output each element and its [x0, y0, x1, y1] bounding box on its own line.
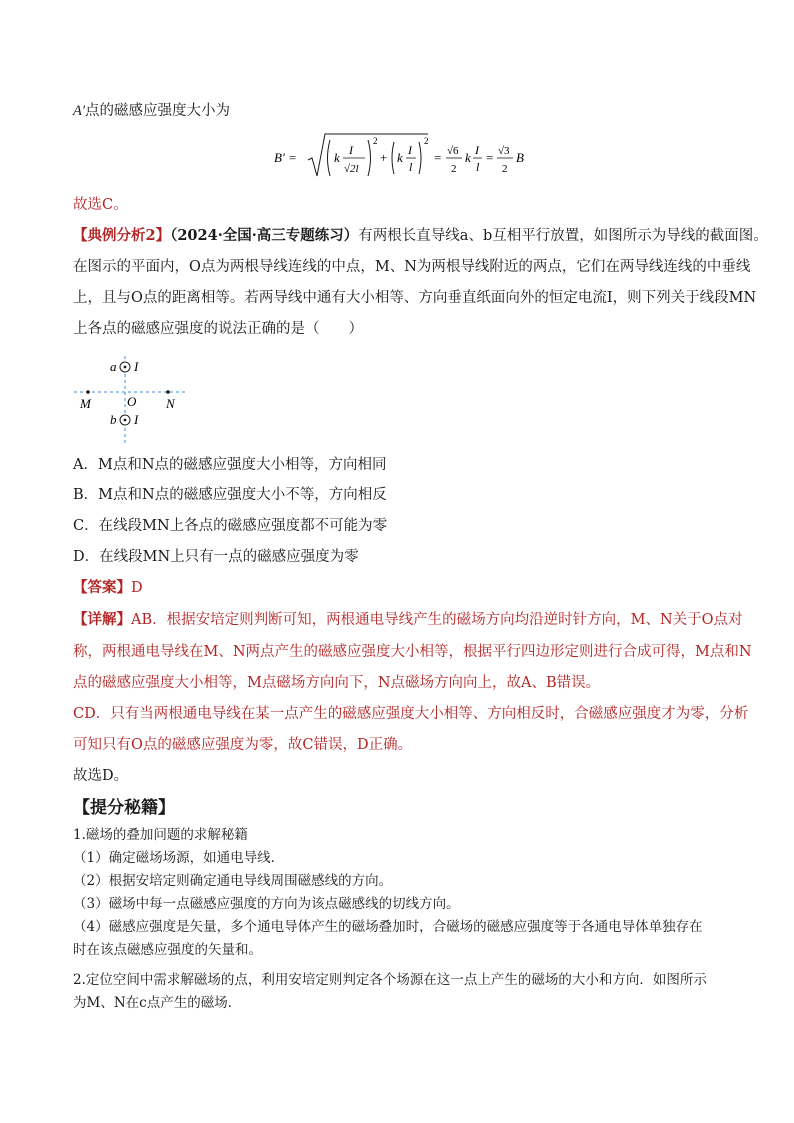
option-d: D．在线段MN上只有一点的磁感应强度为零 [73, 549, 359, 565]
tips-line-4: （3）磁场中每一点磁感应强度的方向为该点磁感线的切线方向。 [73, 896, 460, 912]
answer-value: D [131, 580, 143, 596]
option-c: C．在线段MN上各点的磁感应强度都不可能为零 [73, 518, 388, 534]
formula-sqrt6: √6 [447, 145, 459, 157]
label-a: a [110, 359, 117, 374]
tips-line-2: （1）确定磁场场源，如通电导线． [73, 850, 285, 866]
formula-I2: I [408, 143, 412, 157]
answer-label: 【答案】 [73, 579, 131, 596]
tips-line-1: 1.磁场的叠加问题的求解秘籍 [73, 827, 248, 843]
example-line-1 [73, 226, 768, 246]
formula-I3: I [475, 143, 479, 157]
point-m [86, 390, 90, 394]
label-i-top: I [134, 359, 139, 374]
formula-l1: l [409, 160, 413, 174]
example-line-2: 在图示的平面内，O点为两根导线连线的中点，M、N为两根导线附近的两点，它们在两导线连线的中垂线 [73, 259, 751, 275]
formula-two2: 2 [502, 163, 508, 175]
example-source: （2024·全国·高三专题练习） [170, 227, 359, 244]
intro-text: 点的磁感应强度大小为 [85, 103, 231, 119]
label-m: M [80, 396, 91, 411]
detail-line-5: 可知只有O点的磁感应强度为零，故C错误，D正确。 [73, 737, 413, 753]
tips-line-8: 为M、N在c点产生的磁场． [73, 995, 242, 1011]
example-line-3: 上，且与O点的距离相等。若两导线中通有大小相等、方向垂直纸面向外的恒定电流I，则下列关于线段MN [73, 290, 757, 306]
formula-sqrt2l: √2l [344, 163, 359, 175]
detail-line-3: 点的磁感应强度大小相等，M点磁场方向向下，N点磁场方向向上，故A、B错误。 [73, 675, 601, 691]
tips-line-6: 时在该点磁感应强度的矢量和。 [73, 942, 262, 958]
answer-line [73, 578, 143, 598]
formula-two1: 2 [451, 163, 457, 175]
formula-eq2: = [486, 150, 494, 165]
answer-choice-c: 故选C。 [73, 197, 128, 213]
option-b: B．M点和N点的磁感应强度大小不等，方向相反 [73, 487, 387, 503]
formula-B: B [516, 150, 524, 165]
answer-choice-d: 故选D。 [73, 768, 129, 784]
intro-line [73, 101, 230, 121]
wire-b-dot [124, 419, 127, 422]
formula-k1: k [334, 150, 340, 165]
label-i-bottom: I [134, 412, 139, 427]
label-n: N [166, 396, 175, 411]
formula-sqrt3: √3 [498, 145, 510, 157]
paren-right-2 [419, 142, 421, 174]
detail-line-2: 称，两根通电导线在M、N两点产生的磁感应强度大小相等，根据平行四边形定则进行合成可得，M点和N [73, 644, 752, 660]
tips-heading: 【提分秘籍】 [73, 798, 175, 818]
example-text-1: 有两根长直导线a、b互相平行放置，如图所示为导线的截面图。 [358, 228, 768, 244]
tips-line-5: （4）磁感应强度是矢量，多个通电导体产生的磁场叠加时，合磁场的磁感应强度等于各通电导体单独存在 [73, 919, 703, 935]
detail-text-1: AB．根据安培定则判断可知，两根通电导线产生的磁场方向均沿逆时针方向，M、N关于O点对 [131, 612, 743, 628]
formula-I1: I [349, 143, 353, 157]
formula-sq1: 2 [373, 136, 378, 146]
paren-left-2 [392, 142, 394, 174]
option-a: A．M点和N点的磁感应强度大小相等，方向相同 [73, 457, 387, 473]
example-label: 【典例分析2】 [73, 227, 171, 244]
detail-line-1 [73, 610, 743, 630]
tips-line-3: （2）根据安培定则确定通电导线周围磁感线的方向。 [73, 873, 393, 889]
example-line-4: 上各点的磁感应强度的说法正确的是（ ） [73, 321, 363, 337]
wire-cross-section-diagram [70, 352, 200, 448]
formula-k3: k [465, 150, 471, 165]
formula-sq2: 2 [424, 136, 429, 146]
formula-plus: + [380, 150, 388, 165]
point-n [166, 390, 170, 394]
paren-right-1 [368, 140, 371, 176]
intro-var: A′ [73, 103, 86, 119]
paren-left-1 [328, 140, 331, 176]
magnetic-field-formula [270, 130, 530, 186]
label-o: O [127, 394, 137, 409]
formula-k2: k [397, 150, 403, 165]
detail-line-4: CD．只有当两根通电导线在某一点产生的磁感应强度大小相等、方向相反时，合磁感应强度才为零，分析 [73, 706, 749, 722]
wire-a-dot [124, 366, 127, 369]
formula-l2: l [476, 160, 480, 174]
formula-eq1: = [434, 150, 442, 165]
formula-lhs: B′ = [274, 150, 297, 165]
label-b: b [110, 412, 117, 427]
tips-line-7: 2.定位空间中需求解磁场的点，利用安培定则判定各个场源在这一点上产生的磁场的大小和方向．如图所示 [73, 972, 707, 988]
detail-label: 【详解】 [73, 611, 131, 628]
